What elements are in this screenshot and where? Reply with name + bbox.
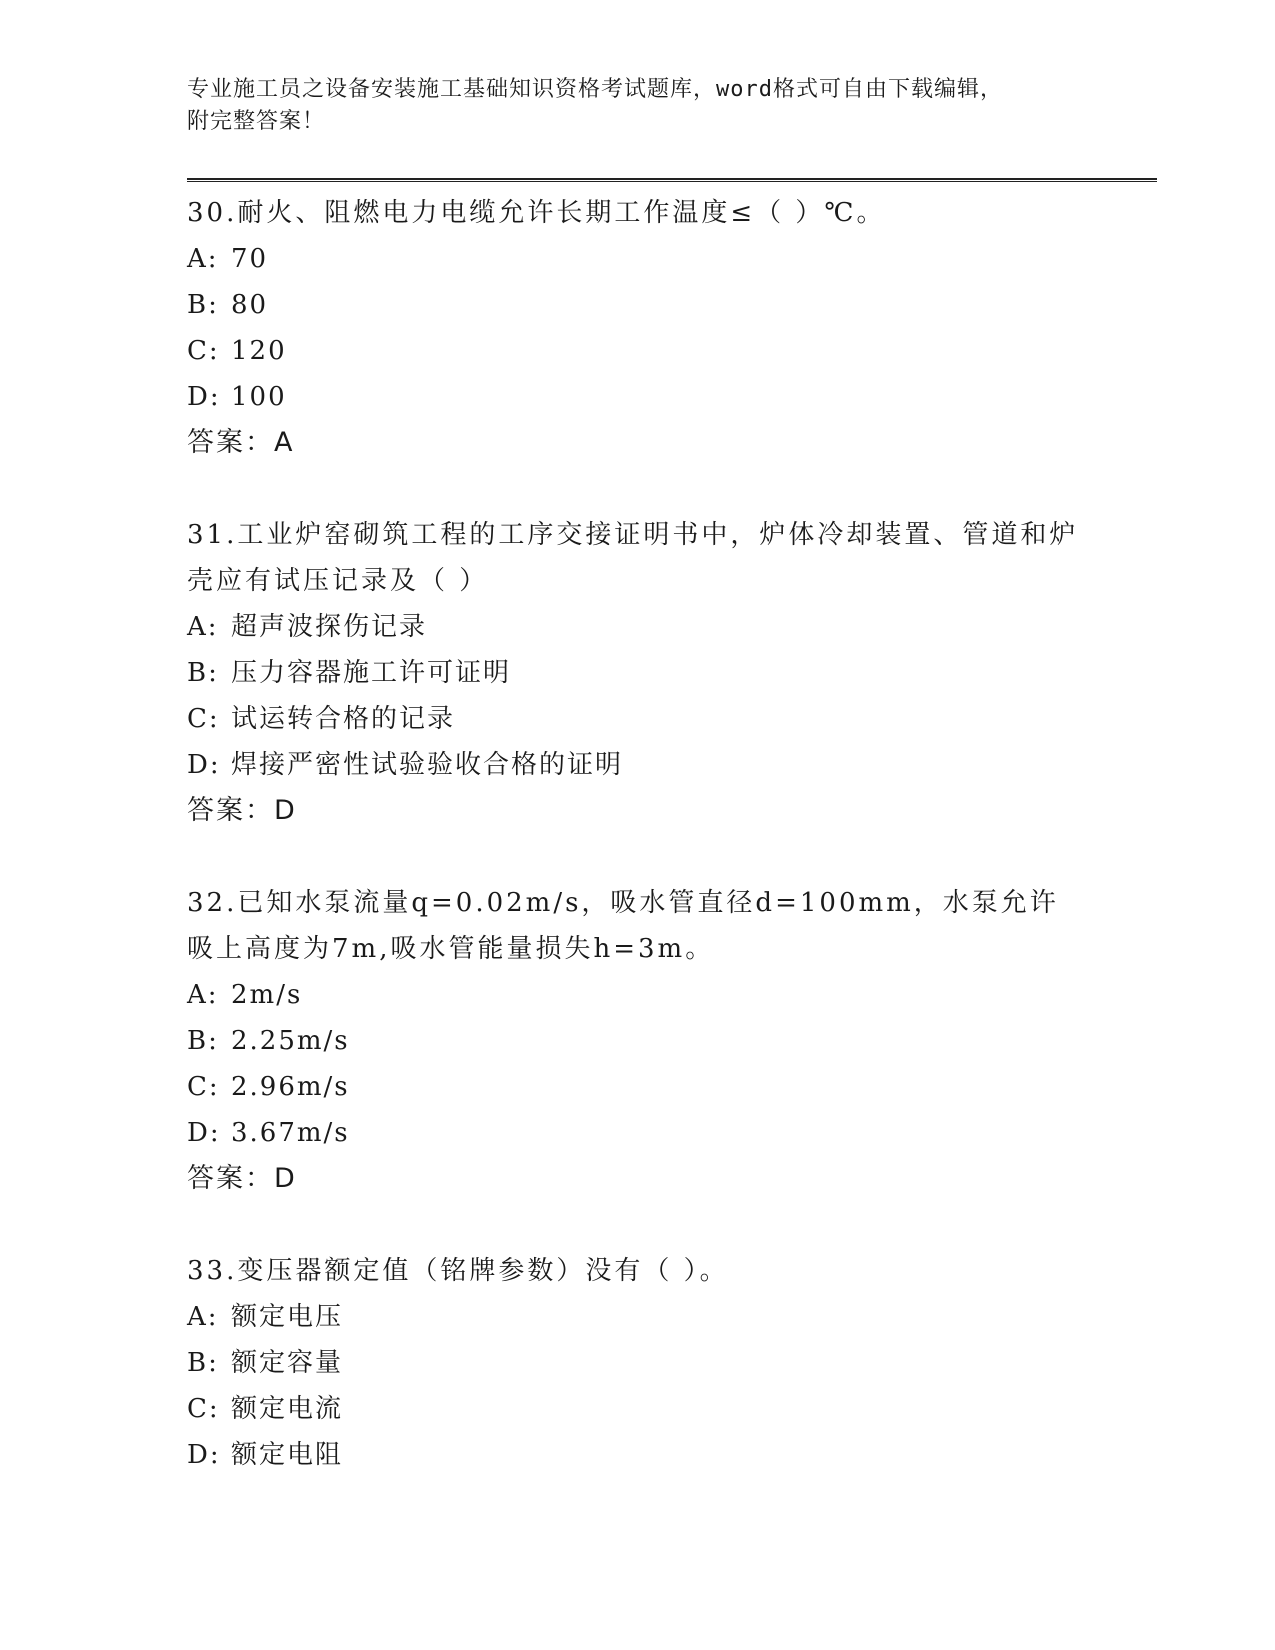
- header-line-1: 专业施工员之设备安装施工基础知识资格考试题库，word格式可自由下载编辑，: [187, 77, 1003, 102]
- option-text: 100: [231, 382, 287, 412]
- option-text: 焊接严密性试验验收合格的证明: [231, 750, 624, 780]
- option-d: [187, 1432, 1157, 1478]
- option-letter: A:: [187, 244, 219, 274]
- option-text: 试运转合格的记录: [231, 704, 456, 734]
- option-b: [187, 650, 1157, 696]
- option-c: [187, 1386, 1157, 1432]
- option-a: [187, 972, 1157, 1018]
- option-a: [187, 236, 1157, 282]
- option-text: 额定电阻: [231, 1440, 344, 1470]
- question-stem: 31.工业炉窑砌筑工程的工序交接证明书中，炉体冷却装置、管道和炉壳应有试压记录及（ ）: [187, 520, 1079, 596]
- question-30: [187, 190, 1157, 466]
- option-c: [187, 696, 1157, 742]
- question-32: [187, 880, 1157, 1202]
- option-letter: C:: [187, 336, 220, 366]
- option-b: [187, 1340, 1157, 1386]
- option-letter: A:: [187, 1302, 219, 1332]
- option-d: [187, 1110, 1157, 1156]
- option-b: [187, 1018, 1157, 1064]
- option-a: [187, 604, 1157, 650]
- question-list: [187, 190, 1157, 1524]
- option-letter: B:: [187, 290, 219, 320]
- option-letter: D:: [187, 1440, 221, 1470]
- option-letter: C:: [187, 1072, 220, 1102]
- option-letter: A:: [187, 612, 219, 642]
- option-letter: D:: [187, 382, 221, 412]
- option-text: 压力容器施工许可证明: [231, 658, 512, 688]
- option-text: 额定电压: [231, 1302, 344, 1332]
- option-b: [187, 282, 1157, 328]
- option-text: 70: [231, 244, 269, 274]
- header-line-2: 附完整答案！: [187, 109, 326, 134]
- answer-line: 答案：D: [187, 1163, 297, 1194]
- option-d: [187, 374, 1157, 420]
- option-letter: D:: [187, 750, 221, 780]
- option-text: 超声波探伤记录: [231, 612, 428, 642]
- option-text: 3.67m/s: [231, 1118, 350, 1148]
- option-c: [187, 1064, 1157, 1110]
- option-text: 120: [231, 336, 287, 366]
- option-c: [187, 328, 1157, 374]
- option-text: 2m/s: [231, 980, 303, 1010]
- option-letter: D:: [187, 1118, 221, 1148]
- answer-line: 答案：A: [187, 427, 295, 458]
- option-letter: C:: [187, 704, 220, 734]
- question-33: [187, 1248, 1157, 1478]
- option-letter: B:: [187, 1026, 219, 1056]
- question-stem: 32.已知水泵流量q=0.02m/s，吸水管直径d=100mm，水泵允许吸上高度为7m,吸水管能量损失h=3m。: [187, 888, 1059, 964]
- option-letter: B:: [187, 658, 219, 688]
- option-a: [187, 1294, 1157, 1340]
- question-31: [187, 512, 1157, 834]
- answer-line: 答案：D: [187, 795, 297, 826]
- option-text: 额定电流: [231, 1394, 344, 1424]
- option-letter: B:: [187, 1348, 219, 1378]
- document-header: [187, 74, 1067, 138]
- option-text: 2.25m/s: [231, 1026, 350, 1056]
- option-text: 额定容量: [231, 1348, 344, 1378]
- option-text: 2.96m/s: [231, 1072, 350, 1102]
- option-d: [187, 742, 1157, 788]
- option-text: 80: [231, 290, 269, 320]
- header-divider: [187, 178, 1157, 182]
- question-stem: 30.耐火、阻燃电力电缆允许长期工作温度≤（ ）℃。: [187, 198, 886, 228]
- option-letter: C:: [187, 1394, 220, 1424]
- option-letter: A:: [187, 980, 219, 1010]
- question-stem: 33.变压器额定值（铭牌参数）没有（ ）。: [187, 1256, 729, 1286]
